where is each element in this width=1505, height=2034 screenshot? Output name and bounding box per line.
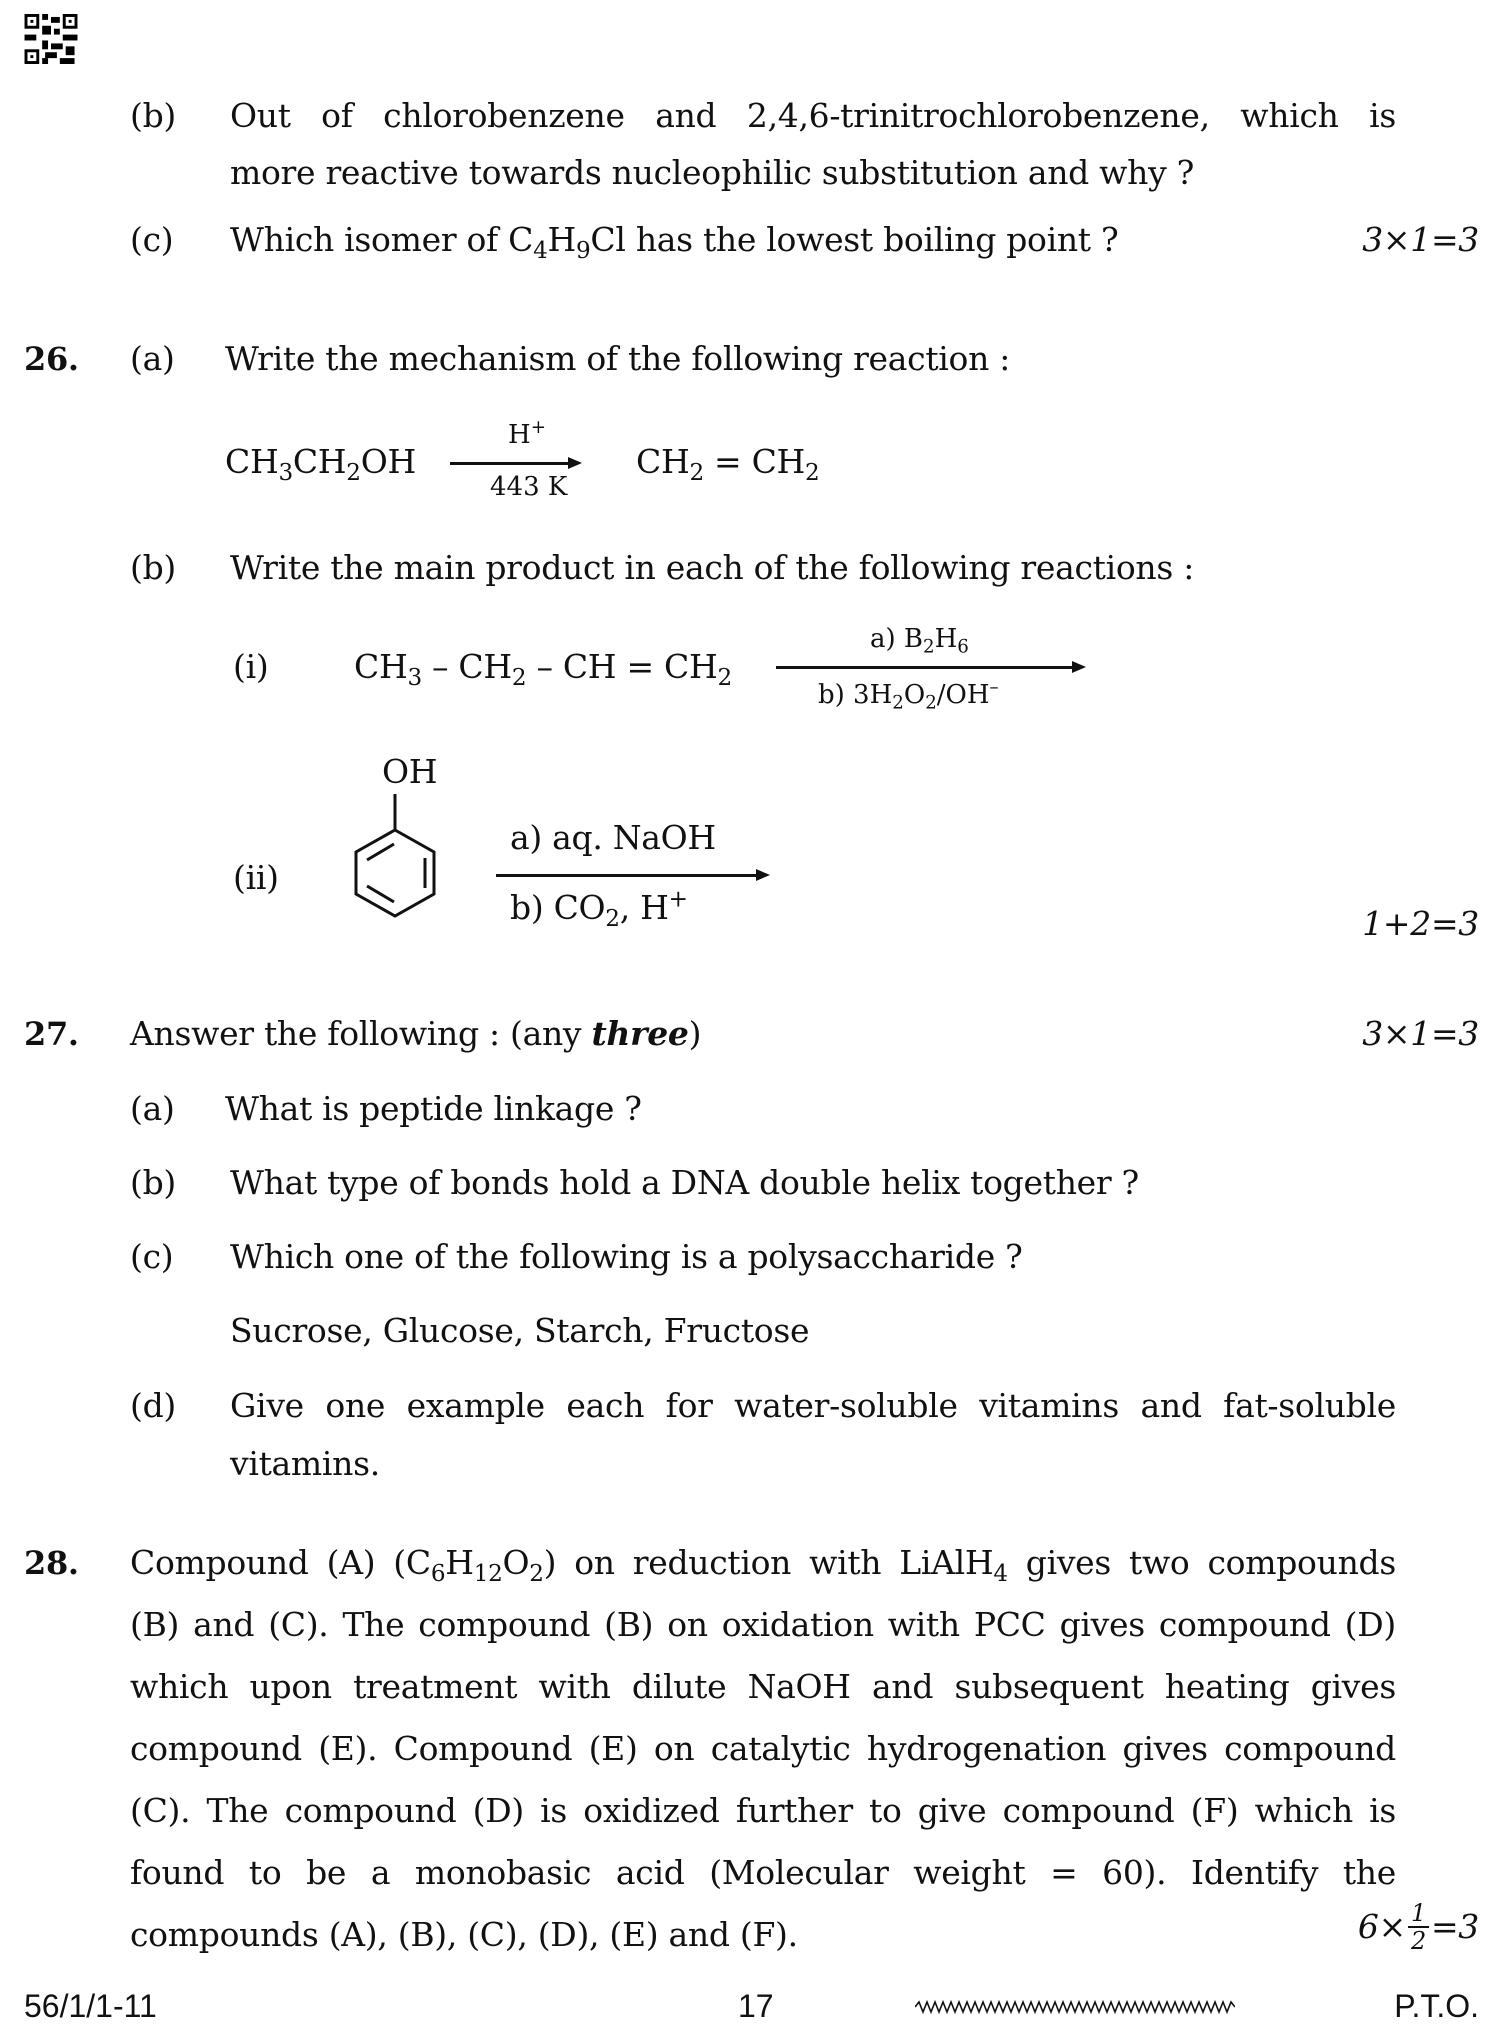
q26a-arrow-below: 443 K (490, 472, 568, 502)
q28-line3: which upon treatment with dilute NaOH and subsequent heating gives (130, 1667, 1396, 1706)
subscript: 4 (993, 1560, 1008, 1587)
benzene-ring-icon (340, 790, 450, 920)
q25b-line2: more reactive towards nucleophilic substitution and why ? (230, 153, 1194, 192)
subscript: 2 (511, 664, 527, 691)
q25b-line1: Out of chlorobenzene and 2,4,6-trinitrochlorobenzene, which is (230, 96, 1396, 135)
q27c-options: Sucrose, Glucose, Starch, Fructose (230, 1311, 810, 1350)
q25c-label: (c) (130, 220, 174, 259)
wavy-divider-icon (915, 2000, 1235, 2014)
q25c-text (230, 220, 1119, 264)
text: H (547, 220, 577, 259)
subscript: 2 (925, 692, 937, 714)
q26b-i-reactant (354, 647, 732, 691)
q26a-arrow (450, 462, 570, 465)
pto-label: P.T.O. (1394, 1988, 1479, 2024)
text: Which isomer of C (230, 220, 534, 259)
text: H (508, 420, 531, 450)
subscript: 2 (529, 1560, 544, 1587)
subscript: 2 (923, 636, 935, 658)
q25b-label: (b) (130, 96, 176, 135)
q26b-ii-arrow (496, 874, 758, 877)
superscript: + (530, 417, 546, 438)
subscript: 2 (605, 905, 620, 932)
phenol-oh-label: OH (382, 752, 438, 791)
q26-marks: 1+2=3 (1362, 904, 1479, 943)
q26b-label: (b) (130, 548, 176, 587)
q28-number: 28. (24, 1544, 79, 1582)
q26b-ii-arrow-below (510, 886, 688, 932)
subscript: 2 (689, 459, 704, 486)
arrowhead-icon (1072, 661, 1086, 673)
text: Cl has the lowest boiling point ? (590, 220, 1119, 259)
q26b-ii-label: (ii) (233, 858, 279, 897)
text: Compound (A) (C (130, 1543, 431, 1582)
q28-line1 (130, 1543, 1396, 1587)
text: CH (225, 442, 279, 481)
q27b-label: (b) (130, 1163, 176, 1202)
qr-code-icon (24, 14, 78, 64)
subscript: 12 (473, 1560, 503, 1587)
page-number: 17 (738, 1988, 774, 2024)
subscript: 2 (892, 692, 904, 714)
denominator: 2 (1410, 1927, 1426, 1955)
subscript: 4 (533, 237, 548, 264)
q26b-i-arrow-above (870, 624, 969, 658)
q27b-text: What type of bonds hold a DNA double helix together ? (230, 1163, 1139, 1202)
subscript: 9 (576, 237, 591, 264)
subscript: 3 (407, 664, 422, 691)
q26b-i-label: (i) (233, 647, 269, 686)
q26a-reactant (225, 442, 416, 486)
text: Answer the following : (any (130, 1014, 592, 1053)
q26b-ii-arrow-above: a) aq. NaOH (510, 818, 716, 857)
q28-line7: compounds (A), (B), (C), (D), (E) and (F). (130, 1915, 798, 1954)
text: – CH = CH (526, 647, 718, 686)
q26b-i-arrow (776, 666, 1074, 669)
fraction (1408, 1900, 1429, 1954)
q26b-i-arrow-below (818, 677, 999, 714)
q27a-label: (a) (130, 1089, 175, 1128)
q27d-line1: Give one example each for water-soluble vitamins and fat-soluble (230, 1386, 1396, 1425)
q27c-label: (c) (130, 1237, 174, 1276)
q26-number: 26. (24, 340, 79, 378)
subscript: 6 (957, 636, 969, 658)
paper-code: 56/1/1-11 (24, 1988, 157, 2024)
text: H (445, 1543, 474, 1582)
text: a) B (870, 624, 924, 654)
text: O (903, 680, 926, 710)
q27-marks: 3×1=3 (1362, 1014, 1479, 1053)
text: b) 3H (818, 680, 893, 710)
q27a-text: What is peptide linkage ? (225, 1089, 642, 1128)
q25-marks: 3×1=3 (1362, 220, 1479, 259)
q28-line6: found to be a monobasic acid (Molecular weight = 60). Identify the (130, 1853, 1396, 1892)
superscript: – (989, 677, 999, 698)
text: CH (636, 442, 690, 481)
text: CH (354, 647, 408, 686)
subscript: 3 (278, 459, 293, 486)
arrowhead-icon (756, 869, 770, 881)
q28-line2: (B) and (C). The compound (B) on oxidation with PCC gives compound (D) (130, 1605, 1396, 1644)
text: = CH (703, 442, 806, 481)
arrowhead-icon (568, 457, 582, 469)
text: 6× (1357, 1907, 1406, 1946)
q27-number: 27. (24, 1015, 79, 1053)
text: CH (292, 442, 347, 481)
text: /OH (936, 680, 990, 710)
text: OH (360, 442, 416, 481)
subscript: 6 (430, 1560, 446, 1587)
text: O (502, 1543, 530, 1582)
q26b-text: Write the main product in each of the following reactions : (230, 548, 1195, 587)
text: ) (688, 1014, 702, 1053)
text: H (934, 624, 958, 654)
superscript: + (668, 886, 688, 913)
q28-marks (1358, 1900, 1479, 1954)
text: b) CO (510, 888, 606, 927)
q26a-text: Write the mechanism of the following reaction : (225, 339, 1011, 378)
q27-text (130, 1014, 701, 1054)
text: =3 (1430, 1907, 1479, 1946)
text: – CH (421, 647, 512, 686)
numerator: 1 (1408, 1900, 1429, 1928)
q26a-arrow-above (508, 417, 546, 450)
q27d-label: (d) (130, 1386, 176, 1425)
q28-line5: (C). The compound (D) is oxidized further to give compound (F) which is (130, 1791, 1396, 1830)
q27d-line2: vitamins. (230, 1444, 380, 1483)
text: , H (619, 888, 669, 927)
text: gives two compounds (1007, 1543, 1396, 1582)
q28-line4: compound (E). Compound (E) on catalytic hydrogenation gives compound (130, 1729, 1396, 1768)
subscript: 2 (805, 459, 820, 486)
q26a-label: (a) (130, 339, 175, 378)
q26a-product (636, 442, 820, 486)
subscript: 2 (346, 459, 361, 486)
q27c-text: Which one of the following is a polysaccharide ? (230, 1237, 1023, 1276)
subscript: 2 (717, 664, 732, 691)
emphasis: three (591, 1014, 689, 1053)
text: ) on reduction with LiAlH (543, 1543, 994, 1582)
